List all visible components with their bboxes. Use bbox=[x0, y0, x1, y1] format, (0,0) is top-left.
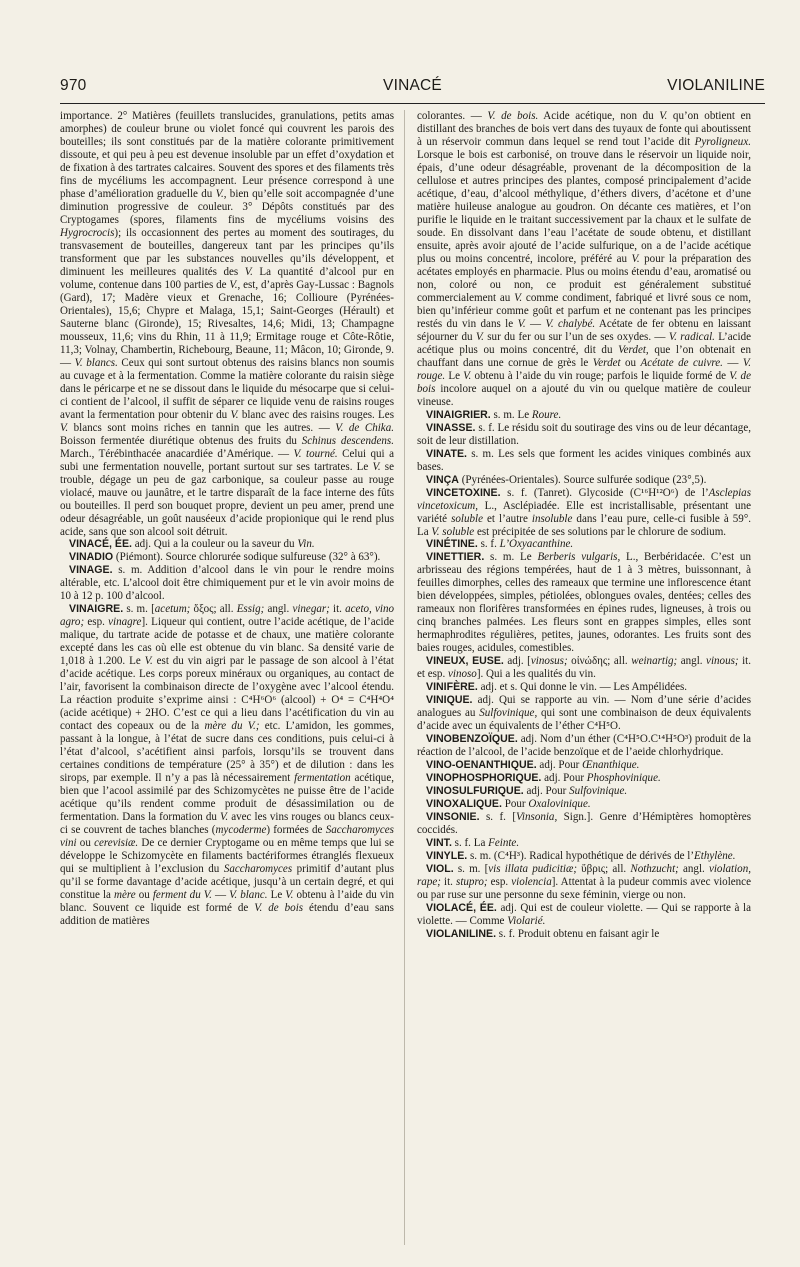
dictionary-entry bbox=[60, 551, 394, 564]
entry-text: Pour bbox=[501, 798, 529, 811]
entry-headword: VINÉTINE. bbox=[426, 538, 478, 551]
entry-headword: VINOPHOSPHORIQUE. bbox=[426, 772, 542, 785]
italic-term: V. tourné. bbox=[293, 447, 338, 460]
page-header bbox=[60, 75, 765, 103]
italic-term: mycoderme bbox=[215, 824, 267, 837]
entry-headword: VINOBENZOÏQUE. bbox=[426, 733, 518, 746]
italic-term: Saccharomyces vini bbox=[60, 824, 394, 850]
dictionary-entry bbox=[417, 863, 751, 902]
entry-text: ); ils occasionnent des pertes au moment des soutirages, du transvasement de bouteilles, dangereux tant par les principes qu’ils transforment que par les substances nouvelles qu’ils développent, et diminuent les meilleures qualités des bbox=[60, 226, 394, 278]
italic-term: vinosus; bbox=[530, 655, 568, 668]
entry-text: s. f. Produit obtenu en faisant agir le bbox=[496, 928, 660, 941]
dictionary-entry bbox=[417, 902, 751, 928]
entry-headword: VINOSULFURIQUE. bbox=[426, 785, 524, 798]
italic-term: Violarié. bbox=[507, 915, 546, 928]
dictionary-entry bbox=[417, 110, 751, 409]
italic-term: Verdet bbox=[592, 356, 621, 369]
entry-text: Ceux qui sont surtout obtenus des raisins blancs non soumis au cuvage et à la fermentation. Comme la matière colorante du raisin siège dans le péricarpe et ne se dissout dans le liquide du mésocarpe que si celui-ci contient de l’alcool, il suffit de séparer ce liquide venu de raisins rouges avant la fermentation pour obtenir du bbox=[60, 356, 394, 421]
entry-text: ou bbox=[76, 837, 95, 850]
italic-term: soluble bbox=[451, 512, 483, 525]
entry-text: s. f. [ bbox=[479, 811, 516, 824]
italic-term: Asclepias vincetoxicum, bbox=[417, 486, 751, 512]
entry-text: adj. Pour bbox=[523, 785, 570, 798]
entry-text: obtenu à l’aide du vin blanc. Souvent ce liquide est formé de bbox=[60, 889, 394, 915]
dictionary-entry bbox=[417, 798, 751, 811]
italic-term: Feinte. bbox=[488, 837, 520, 850]
entry-text: obtenu à l’aide du vin rouge; parfois le liquide formé de bbox=[471, 369, 730, 382]
dictionary-entry bbox=[417, 811, 751, 837]
entry-headword: VINADIO bbox=[69, 551, 114, 564]
italic-term: Saccharomyces bbox=[223, 863, 293, 876]
entry-text: Sign.]. Genre d’Hémiptères homoptères coccidés. bbox=[417, 811, 751, 837]
entry-headword: VINIFÈRE. bbox=[426, 681, 478, 694]
entry-headword: VINT. bbox=[426, 837, 452, 850]
italic-term: V. bbox=[285, 889, 294, 902]
italic-term: ferment du V. bbox=[152, 889, 212, 902]
entry-headword: VINOXALIQUE. bbox=[426, 798, 502, 811]
italic-term: Roure. bbox=[531, 408, 562, 421]
entry-text: L., Asclépiadée. Elle est incristallisable, présentant une variété bbox=[417, 499, 751, 525]
entry-headword: VINACÉ, ÉE. bbox=[69, 538, 132, 551]
entry-text: (Pyrénées-Orientales). Source sulfurée sodique (23°,5). bbox=[458, 473, 707, 486]
entry-text: — bbox=[722, 356, 743, 369]
dictionary-entry bbox=[417, 538, 751, 551]
italic-term: V. bbox=[463, 369, 472, 382]
dictionary-entry bbox=[417, 694, 751, 733]
italic-term: V. bbox=[475, 330, 484, 343]
entry-text: angl. bbox=[678, 863, 709, 876]
italic-term: Essig; bbox=[236, 603, 265, 616]
entry-text: — bbox=[211, 889, 230, 902]
entry-text: adj. Qui est de couleur violette. — Qui se rapporte à la violette. — Comme bbox=[417, 902, 751, 928]
entry-text: sur du fer ou sur l’un de ses oxydes. — bbox=[483, 330, 669, 343]
italic-term: acetum; bbox=[154, 603, 191, 616]
entry-text: s. m. Le bbox=[484, 551, 538, 564]
entry-text: Acide acétique, non du bbox=[538, 110, 660, 122]
entry-text: est précipitée de ses solutions par le chlorure de sodium. bbox=[474, 525, 727, 538]
entry-text: s. f. bbox=[477, 538, 500, 551]
italic-term: weinartig; bbox=[631, 655, 678, 668]
entry-text: ou bbox=[135, 889, 153, 902]
italic-term: V. bbox=[144, 655, 153, 668]
entry-text: primitif d’autant plus qu’il se forme davantage d’acide acétique, jusqu’à un certain degré, et qui constitue la bbox=[60, 863, 394, 902]
entry-text: L., Berbéridacée. C’est un arbrisseau des régions tempérées, haut de 1 à 3 mètres, buissonnant, à feuilles dimorphes, celles des rameaux que termine une inflorescence étant bien développées, simples, pétiolées, oblongues ovales, dentées; celles des rameaux non florifères transformées en épines rudes, ligneuses, à trois ou cinq branches palmées. Les fleurs sont en grappes simples, elles sont hermaphrodites régulières, petites, jaunes, odorantes. Les fruits sont des baies rouges, acidules, comestibles. bbox=[417, 551, 751, 655]
dictionary-entry bbox=[417, 928, 751, 941]
italic-term: violencia bbox=[511, 876, 552, 889]
entry-text: adj. et s. Qui donne le vin. — Les Ampélidées. bbox=[477, 681, 688, 694]
entry-text: et l’autre bbox=[483, 512, 532, 525]
entry-text: οἰνώδης; all. bbox=[567, 655, 632, 668]
dictionary-entry bbox=[417, 759, 751, 772]
entry-text: s. m. [ bbox=[453, 863, 489, 876]
entry-headword: VINSONIE. bbox=[426, 811, 480, 824]
italic-term: Sulfovinique. bbox=[569, 785, 628, 798]
italic-term: Ethylène. bbox=[694, 850, 736, 863]
italic-term: cerevisiæ. bbox=[94, 837, 139, 850]
italic-term: V. de bois bbox=[254, 902, 304, 915]
entry-text: ]. Liqueur qui contient, outre l’acide acétique, de l’acide malique, du tartrate acide de potasse et de chaux, une matière colorante excepté dans les cas où elle est obtenue du vin blanc. Sa densité varie de 1,018 à 1.200. Le bbox=[60, 616, 395, 668]
italic-term: V. bbox=[244, 265, 253, 278]
italic-term: Vin. bbox=[297, 538, 315, 551]
entry-headword: VINYLE. bbox=[426, 850, 468, 863]
entry-text: s. m. Les sels que forment les acides viniques combinés aux bases. bbox=[417, 447, 751, 473]
italic-term: vis illata pudicitiæ; bbox=[488, 863, 578, 876]
entry-headword: VINAGE. bbox=[69, 564, 113, 577]
entry-text: etc. L’amidon, les gommes, passant à la longue, à l’état de sucre dans ces conditions, puis celui-ci à l’état d’alcool, s’acétifient ainsi parfois, lorsqu’ils se trouvent dans certaines conditions de température (25° à 35°) et de dilution : dans les sirops, par exemple. Il n’y a pas là nécessairement bbox=[60, 720, 394, 785]
entry-text: ]. Qui a les qualités du vin. bbox=[476, 668, 596, 681]
entry-text: pour la préparation des acétates employés en pharmacie. Plus ou moins étendu d’eau, aromatisé ou non, coloré ou non, ce produit est généralement substitué commercialement au bbox=[417, 252, 751, 304]
entry-text: ὄξος; all. bbox=[190, 603, 237, 616]
entry-headword: VINIQUE. bbox=[426, 694, 473, 707]
entry-text: acétique, bien que l’acool assimilé par des Schizomycètes ne puisse être de l’acide acétique qu’ils rendent comme produit de désassimilation ou de fermentation. Dans la formation du bbox=[60, 772, 394, 824]
entry-text: incolore auquel on a ajouté du vin ou quelque matière de couleur vineuse. bbox=[417, 382, 751, 408]
italic-term: vinagre bbox=[108, 616, 142, 629]
entry-text: adj. Qui se rapporte au vin. — Nom d’une série d’acides analogues au bbox=[417, 694, 751, 720]
entry-text: s. f. Le résidu soit du soutirage des vins ou de leur décantage, soit de leur distillation. bbox=[417, 421, 751, 447]
entry-text: angl. bbox=[264, 603, 293, 616]
italic-term: Pyroligneux. bbox=[694, 135, 751, 148]
entry-text: se trouble, dégage un peu de gaz carbonique, sa couleur passe au rouge violacé, mauve ou jaunâtre, et le tartre disparaît de la face interne des fûts ou bouteilles. Il perd son bouquet propre, devient un peu amer, prend une odeur désagréable, un goût nauséeux d’acide propionique qui le rend plus acide, sans que son alcool soit détruit. bbox=[60, 460, 395, 538]
dictionary-entry bbox=[417, 655, 751, 681]
italic-term: mère bbox=[113, 889, 136, 902]
dictionary-entry bbox=[60, 538, 394, 551]
dictionary-entry bbox=[417, 422, 751, 448]
italic-term: V. de Chika. bbox=[335, 421, 394, 434]
entry-text: blanc avec des raisins rouges. Les bbox=[238, 408, 394, 421]
entry-text: ὕβρις; all. bbox=[577, 863, 631, 876]
italic-term: insoluble bbox=[531, 512, 573, 525]
entry-text: it. et esp. bbox=[417, 655, 751, 681]
italic-term: V. de bois. bbox=[487, 110, 539, 122]
italic-term: V. de bois bbox=[417, 369, 751, 395]
entry-headword: VINAIGRE. bbox=[69, 603, 124, 616]
entry-text: adj. [ bbox=[503, 655, 531, 668]
header-rule bbox=[60, 103, 765, 104]
dictionary-entry bbox=[60, 564, 394, 603]
entry-text: angl. bbox=[677, 655, 707, 668]
italic-term: L’Oxyacanthine. bbox=[499, 538, 574, 551]
italic-term: V. radical. bbox=[668, 330, 715, 343]
italic-term: fermentation bbox=[294, 772, 351, 785]
entry-text: blancs sont moins riches en tannin que les autres. — bbox=[68, 421, 336, 434]
entry-text: colorantes. — bbox=[417, 110, 488, 122]
dictionary-entry bbox=[417, 474, 751, 487]
running-head-right-entry: VIOLANILINE bbox=[667, 77, 765, 94]
entry-text: s. m. (C⁴H³). Radical hypothétique de dérivés de l’ bbox=[467, 850, 695, 863]
italic-term: Sulfovinique, bbox=[479, 707, 538, 720]
entry-headword: VINEUX, EUSE. bbox=[426, 655, 504, 668]
italic-term: V. bbox=[229, 278, 238, 291]
entry-text: étendu d’eau sans addition de matières bbox=[60, 902, 394, 928]
dictionary-entry bbox=[417, 448, 751, 474]
entry-text: it. bbox=[440, 876, 457, 889]
italic-term: V. blancs. bbox=[74, 356, 118, 369]
entry-text: adj. Qui a la couleur ou la saveur du bbox=[132, 538, 298, 551]
italic-term: Nothzucht; bbox=[630, 863, 679, 876]
entry-text: que l’on obtenait en chauffant dans une cornue de grès le bbox=[417, 343, 751, 369]
entry-headword: VINASSE. bbox=[426, 421, 476, 434]
italic-term: V. chalybé. bbox=[545, 317, 596, 330]
italic-term: V. bbox=[230, 408, 239, 421]
italic-term: V. bbox=[372, 460, 381, 473]
entry-text: est du vin aigri par le passage de son alcool à l’état d’acide acétique. Les corps poreux minéraux ou organiques, au contact de l’air, favorisent la combinaison directe de l’oxygène avec l’alcool étendu. La réaction produite s’exprime ainsi : C⁴H⁶O⁶ (alcool) + O⁴ = C⁴H⁴O⁴ (acide acétique) + 2HO. C’est ce qui a lieu dans l’acétification du vin au contact des copeaux ou de la bbox=[60, 655, 394, 733]
italic-term: Hygrocrocis bbox=[60, 226, 115, 239]
entry-text: (Piémont). Source chlorurée sodique sulfureuse (32° à 63°). bbox=[113, 551, 381, 564]
entry-text: La quantité d’alcool pur en volume, contenue dans 100 parties de bbox=[60, 265, 394, 291]
italic-term: stupro; bbox=[456, 876, 488, 889]
italic-term: Oxalovinique. bbox=[528, 798, 591, 811]
entry-text: s. m. [ bbox=[123, 603, 155, 616]
entry-text: it. bbox=[329, 603, 346, 616]
entry-headword: VIOL. bbox=[426, 863, 454, 876]
italic-term: V. bbox=[215, 187, 224, 200]
dictionary-entry bbox=[417, 785, 751, 798]
dictionary-entry bbox=[417, 772, 751, 785]
italic-term: mère du V.; bbox=[204, 720, 260, 733]
entry-text: s. f. (Tanret). Glycoside (C¹⁶H¹²O⁶) de l’ bbox=[500, 486, 709, 499]
entry-text: esp. bbox=[487, 876, 512, 889]
italic-term: Berberis vulgaris, bbox=[537, 551, 621, 564]
entry-text: Boisson fermentée diurétique obtenus des fruits du bbox=[60, 434, 302, 447]
entry-text: qu’on obtient en distillant des branches de bois vert dans des tuyaux de fonte qui aboutissent à un réservoir commun dans lequel se rend tout l’acide dit bbox=[417, 110, 751, 148]
entry-text: importance. 2° Matières (feuillets translucides, granulations, petits amas amorphes) de couleur brune ou violet foncé qui couvrent les parois des bouteilles; ils sont constitués par de la matière colorante primitivement dissoute, et qui peu à peu est devenue insoluble par un effet d’oxydation et de fixation à des tartrates calcaires. Souvent des spores et des filaments très fins de mycéliums les accompagnent. Leur présence correspond à une phase d’amélioration graduelle du bbox=[60, 110, 394, 200]
italic-term: vinegar; bbox=[292, 603, 330, 616]
entry-text: , bien qu’elle soit accompagnée d’une diminution progressive de couleur. 3° Dépôts constitués par des Cryptogames (spores, filaments fins de mycéliums voisins des bbox=[60, 187, 395, 226]
left-column bbox=[60, 110, 394, 928]
entry-text: March., Térébinthacée anacardiée d’Amérique. — bbox=[60, 447, 294, 460]
entry-headword: VIOLANILINE. bbox=[426, 928, 497, 941]
dictionary-entry bbox=[417, 733, 751, 759]
dictionary-entry bbox=[417, 409, 751, 422]
dictionary-entry bbox=[417, 837, 751, 850]
dictionary-entry bbox=[60, 110, 394, 538]
entry-text: ou bbox=[620, 356, 641, 369]
entry-text: ) formées de bbox=[266, 824, 326, 837]
entry-headword: VIOLACÉ, ÉE. bbox=[426, 902, 497, 915]
italic-term: aceto, vino agro; bbox=[60, 603, 394, 629]
running-head-left-entry: VINACÉ bbox=[383, 77, 442, 94]
entry-text: s. f. La bbox=[451, 837, 489, 850]
entry-text: Le bbox=[267, 889, 286, 902]
right-column bbox=[417, 110, 751, 941]
entry-text: Le bbox=[445, 369, 464, 382]
entry-text: Celui qui a subi une fermentation nouvelle, portant surtout sur ses tartrates. Le bbox=[60, 447, 395, 473]
entry-text: , est, d’après Gay-Lussac : Bagnols (Gard), 17; Madère vieux et Grenache, 16; Collioure (Pyrénées-Orientales), 15,6; Chypre et Malaga, 15,1; Saint-Georges (Hérault) et Sauterne blanc (Gironde), 15; Rivesaltes, 14,6; Midi, 13; Champagne mousseux, 11,6; vins du Rhin, 11 à 11,9; Ermitage rouge et Côte-Rôtie, 11,3; Volnay, Chambertin, Richebourg, Beaune, 11; Mâcon, 10; Gironde, 9. — bbox=[60, 278, 394, 369]
italic-term: Verdet, bbox=[618, 343, 649, 356]
entry-headword: VINETTIER. bbox=[426, 551, 485, 564]
dictionary-entry bbox=[417, 850, 751, 863]
entry-text: Acétate de fer obtenu en laissant séjourner du bbox=[417, 317, 751, 343]
italic-term: violation, rape; bbox=[417, 863, 751, 889]
entry-text: adj. Nom d’un éther (C⁴H⁵O.C¹⁴H⁵O³) produit de la réaction de l’alcool, de l’acide benzoïque et de l’aeide chlorhydrique. bbox=[417, 733, 751, 759]
entry-text: esp. bbox=[84, 616, 109, 629]
entry-text: s. m. Le bbox=[490, 408, 532, 421]
entry-headword: VINAIGRIER. bbox=[426, 408, 491, 421]
entry-headword: VINCETOXINE. bbox=[426, 486, 501, 499]
entry-text: s. m. Addition d’alcool dans le vin pour le rendre moins altérable, etc. L’alcool doit être chimiquement pur et le vin avoir moins de 10 à 12 p. 100 d’alcool. bbox=[60, 564, 394, 603]
italic-term: V. bbox=[514, 291, 523, 304]
entry-headword: VINO-OENANTHIQUE. bbox=[426, 759, 537, 772]
italic-term: Acétate de cuivre. bbox=[640, 356, 723, 369]
italic-term: V. rouge. bbox=[417, 356, 752, 382]
italic-term: V. blanc. bbox=[229, 889, 268, 902]
italic-term: Vinsonia, bbox=[516, 811, 558, 824]
entry-headword: VINATE. bbox=[426, 447, 468, 460]
page-number: 970 bbox=[60, 77, 87, 94]
entry-text: dans l’eau pure, celle-ci fusible à 59°. La bbox=[417, 512, 751, 538]
italic-term: V. bbox=[220, 811, 229, 824]
entry-text: De ce dernier Cryptogame ou en même temps que lui se développe le Schizomycète en filaments bactériformes étranglés flexueux qui se multiplient à l’exclusion du bbox=[60, 837, 394, 876]
italic-term: Œnanthique. bbox=[582, 759, 640, 772]
entry-text: ]. Attentat à la pudeur commis avec violence ou par ruse sur une personne du sexe féminin, vierge ou non. bbox=[417, 876, 751, 902]
entry-text: — bbox=[525, 317, 546, 330]
italic-term: V. bbox=[631, 252, 640, 265]
italic-term: V. bbox=[60, 421, 69, 434]
entry-text: adj. Pour bbox=[536, 759, 583, 772]
dictionary-entry bbox=[417, 551, 751, 655]
italic-term: V. bbox=[517, 317, 526, 330]
dictionary-entry bbox=[417, 487, 751, 539]
dictionary-entry bbox=[417, 681, 751, 694]
dictionary-entry bbox=[60, 603, 394, 928]
entry-headword: VINÇA bbox=[426, 473, 459, 486]
column-divider bbox=[404, 110, 405, 1245]
entry-text: avec les vins rouges ou blancs ceux-ci se couvrent de taches blanches ( bbox=[60, 811, 394, 837]
italic-term: Phosphovinique. bbox=[586, 772, 661, 785]
italic-term: V. bbox=[659, 110, 668, 122]
entry-text: qui sont une combinaison de deux équivalents d’acide avec un équivalents de l’éther C⁴H⁵O. bbox=[417, 707, 751, 733]
entry-text: L’acide acétique plus ou moins concentré, dit du bbox=[417, 330, 751, 356]
entry-text: comme condiment, fabriqué et livré sous ce nom, bien qu’inférieur comme goût et parfum et ne contenant pas les principes restés du vin dans le bbox=[417, 291, 751, 330]
italic-term: V. soluble bbox=[431, 525, 475, 538]
entry-text: adj. Pour bbox=[541, 772, 587, 785]
italic-term: Schinus descendens. bbox=[301, 434, 394, 447]
italic-term: vinoso bbox=[447, 668, 477, 681]
entry-text: Lorsque le bois est carbonisé, on trouve dans le réservoir un liquide noir, épais, d’une odeur désagréable, provenant de la décomposition de la cellulose et autres principes des plantes, composé principalement d’acide acétique, d’eau, d’alcool méthylique, d’éthers divers, d’acétone et d’une matière huileuse analogue au goudron. On décante ces matières, et l’on purifie le liquide en le traitant successivement par la chaux et le sulfate de soude. En dissolvant dans l’eau l’acétate de soude obtenu, et distillant ensuite, après avoir ajouté de l’acide sulfurique, on a de l’acide acétique plus ou moins concentré, incolore, préféré au bbox=[417, 148, 751, 265]
italic-term: vinous; bbox=[706, 655, 739, 668]
